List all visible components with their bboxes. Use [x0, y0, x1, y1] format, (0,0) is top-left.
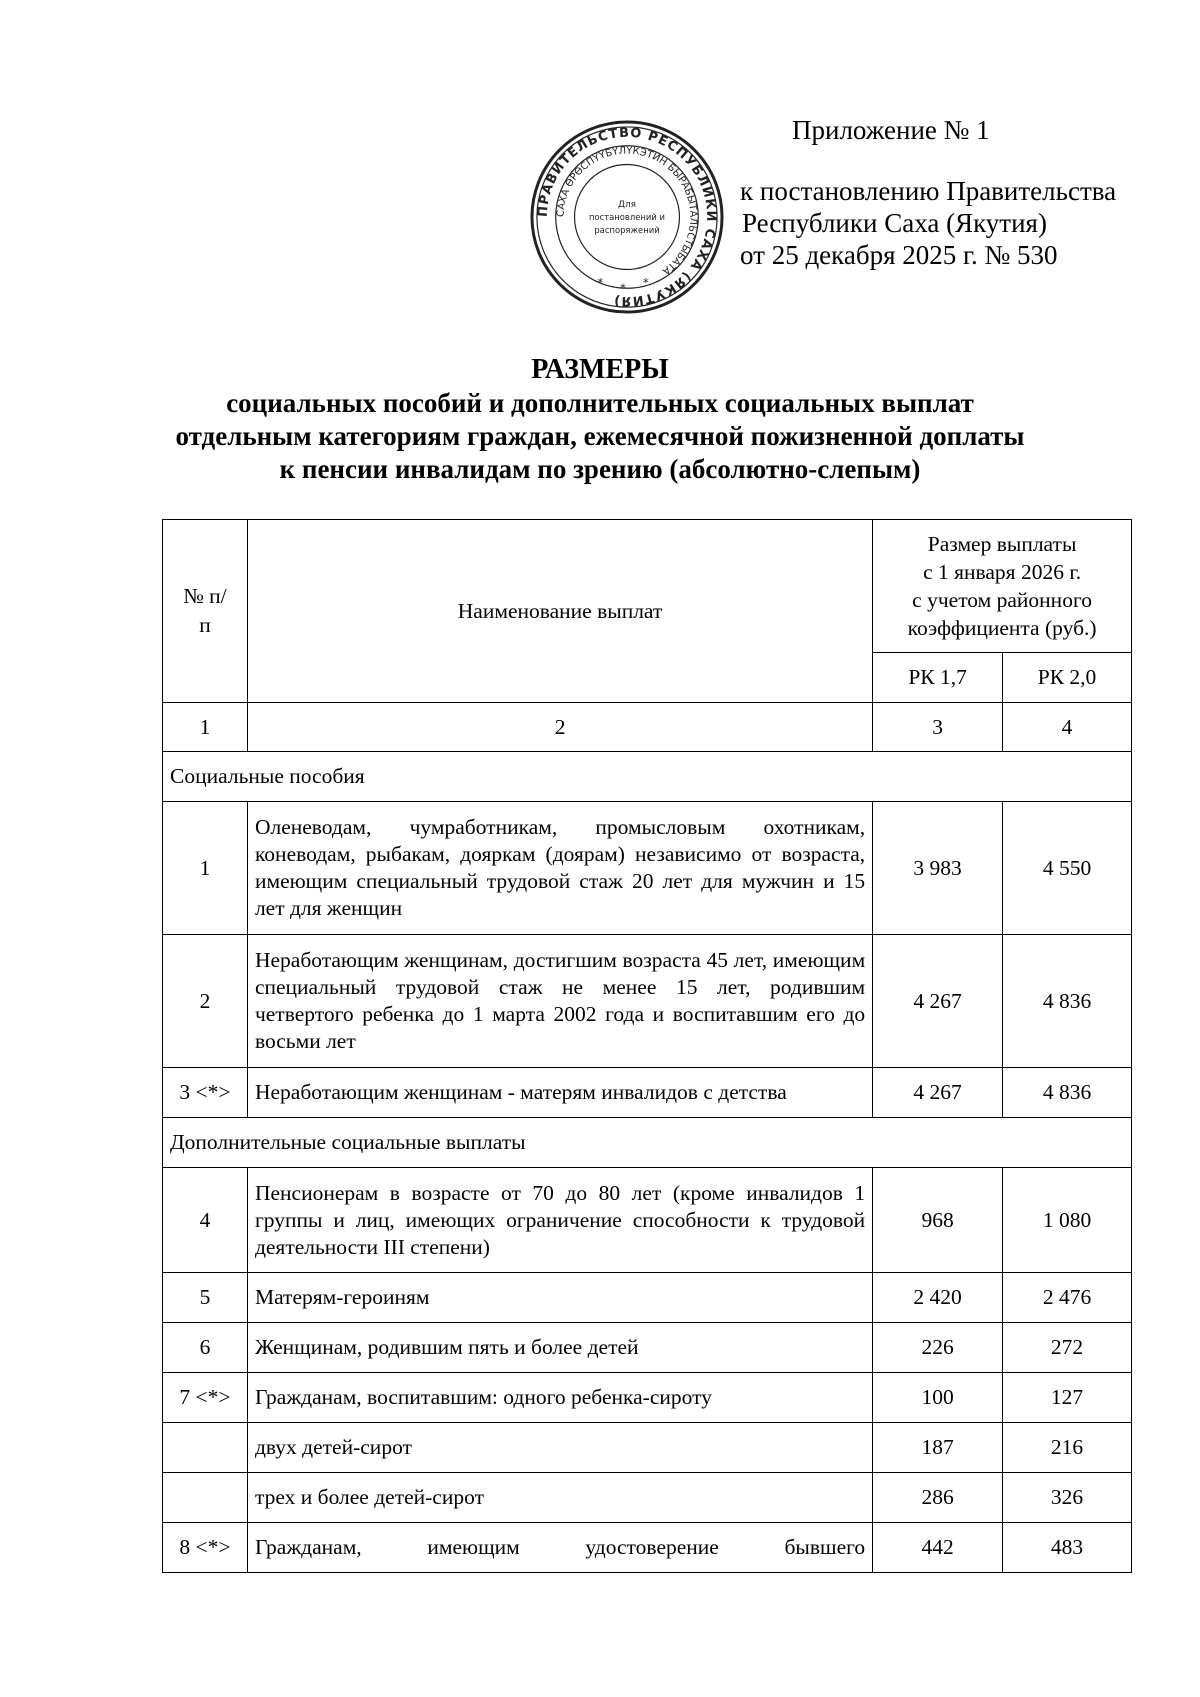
header-size-line: с 1 января 2026 г. — [923, 560, 1082, 584]
table-row — [163, 1273, 1132, 1323]
section-title: Дополнительные социальные выплаты — [163, 1118, 1132, 1168]
seal-inner-text: САХА ӨРӨСПҮҮБҮЛҮКЭТИН БЫРАБЫТАЛЬСТЫБАТА — [555, 145, 699, 277]
heading-main: РАЗМЕРЫ — [531, 354, 669, 385]
column-index: 1 — [163, 703, 248, 752]
official-seal — [528, 118, 726, 316]
section-title: Социальные пособия — [163, 752, 1132, 802]
table-row — [163, 1373, 1132, 1423]
row-name: Гражданам, имеющим удостоверение бывшего — [247, 1523, 872, 1573]
heading-line: к пенсии инвалидам по зрению (абсолютно-слепым) — [279, 454, 921, 484]
svg-text:*: * — [597, 275, 604, 290]
row-rk20: 4 836 — [1003, 935, 1132, 1068]
annex-line: Республики Саха (Якутия) — [742, 208, 1047, 238]
row-rk20: 272 — [1003, 1323, 1132, 1373]
row-number — [163, 1473, 248, 1523]
row-name: Оленеводам, чумработникам, промысловым охотникам, коневодам, рыбакам, дояркам (доярам) независимо от возраста, имеющим специальный трудовой стаж 20 лет для мужчин и 15 лет для женщин — [247, 802, 872, 935]
annex-line: к постановлению Правительства — [740, 176, 1117, 206]
row-number: 7 <*> — [163, 1373, 248, 1423]
header-size-line: коэффициента (руб.) — [907, 616, 1097, 640]
row-rk20: 216 — [1003, 1423, 1132, 1473]
table-row — [163, 1068, 1132, 1118]
header-num: № п/п — [163, 520, 248, 703]
annex-line: от 25 декабря 2025 г. № 530 — [740, 240, 1058, 270]
header-size — [873, 520, 1132, 653]
row-rk17: 187 — [873, 1423, 1003, 1473]
section-row — [163, 752, 1132, 802]
seal-outer-text: ПРАВИТЕЛЬСТВО РЕСПУБЛИКИ САХА (ЯКУТИЯ) — [535, 125, 719, 309]
row-number — [163, 1423, 248, 1473]
row-name: Гражданам, воспитавшим: одного ребенка-сироту — [247, 1373, 872, 1423]
row-rk20: 326 — [1003, 1473, 1132, 1523]
row-rk17: 2 420 — [873, 1273, 1003, 1323]
row-name: Неработающим женщинам, достигшим возраста 45 лет, имеющим специальный трудовой стаж не менее 15 лет, родившим четвертого ребенка до 1 марта 2002 года и воспитавшим его до восьми лет — [247, 935, 872, 1068]
table-row — [163, 1473, 1132, 1523]
column-index: 3 — [873, 703, 1003, 752]
row-number: 8 <*> — [163, 1523, 248, 1573]
column-index-row — [163, 703, 1132, 752]
row-name: Женщинам, родившим пять и более детей — [247, 1323, 872, 1373]
seal-center-line: распоряжений — [594, 224, 660, 235]
row-rk20: 1 080 — [1003, 1168, 1132, 1273]
row-number: 2 — [163, 935, 248, 1068]
annex-reference — [740, 114, 1140, 271]
seal-center-line: постановлений и — [588, 211, 666, 222]
row-name: Неработающим женщинам - матерям инвалидов с детства — [247, 1068, 872, 1118]
table-row — [163, 1423, 1132, 1473]
row-rk17: 4 267 — [873, 1068, 1003, 1118]
header-size-line: с учетом районного — [912, 588, 1092, 612]
row-rk17: 3 983 — [873, 802, 1003, 935]
annex-title: Приложение № 1 — [792, 115, 990, 145]
heading-line: отдельным категориям граждан, ежемесячной пожизненной доплаты — [175, 421, 1025, 451]
header-rk20: РК 2,0 — [1003, 653, 1132, 703]
row-number: 6 — [163, 1323, 248, 1373]
row-rk20: 127 — [1003, 1373, 1132, 1423]
row-rk20: 4 836 — [1003, 1068, 1132, 1118]
column-index: 4 — [1003, 703, 1132, 752]
row-rk17: 286 — [873, 1473, 1003, 1523]
row-rk17: 226 — [873, 1323, 1003, 1373]
row-number: 4 — [163, 1168, 248, 1273]
row-rk17: 100 — [873, 1373, 1003, 1423]
row-name: Пенсионерам в возрасте от 70 до 80 лет (кроме инвалидов 1 группы и лиц, имеющих ограничение способности к трудовой деятельности III степени) — [247, 1168, 872, 1273]
row-number: 5 — [163, 1273, 248, 1323]
section-row — [163, 1118, 1132, 1168]
header-size-line: Размер выплаты — [927, 532, 1077, 556]
row-name: двух детей-сирот — [247, 1423, 872, 1473]
row-name: Матерям-героиням — [247, 1273, 872, 1323]
row-rk20: 2 476 — [1003, 1273, 1132, 1323]
row-rk20: 4 550 — [1003, 802, 1132, 935]
column-index: 2 — [247, 703, 872, 752]
row-name: трех и более детей-сирот — [247, 1473, 872, 1523]
row-rk17: 442 — [873, 1523, 1003, 1573]
table-header-row — [163, 520, 1132, 653]
row-rk20: 483 — [1003, 1523, 1132, 1573]
row-rk17: 968 — [873, 1168, 1003, 1273]
table-row — [163, 802, 1132, 935]
header-rk17: РК 1,7 — [873, 653, 1003, 703]
row-number: 3 <*> — [163, 1068, 248, 1118]
heading-line: социальных пособий и дополнительных социальных выплат — [226, 388, 974, 418]
svg-text:*: * — [620, 281, 627, 296]
table-row — [163, 1523, 1132, 1573]
row-number: 1 — [163, 802, 248, 935]
table-row — [163, 935, 1132, 1068]
row-rk17: 4 267 — [873, 935, 1003, 1068]
document-heading — [0, 353, 1200, 486]
payments-table — [162, 519, 1132, 1573]
table-row — [163, 1323, 1132, 1373]
table-row — [163, 1168, 1132, 1273]
header-name: Наименование выплат — [247, 520, 872, 703]
svg-text:*: * — [642, 275, 649, 290]
seal-center-line: Для — [617, 200, 637, 211]
